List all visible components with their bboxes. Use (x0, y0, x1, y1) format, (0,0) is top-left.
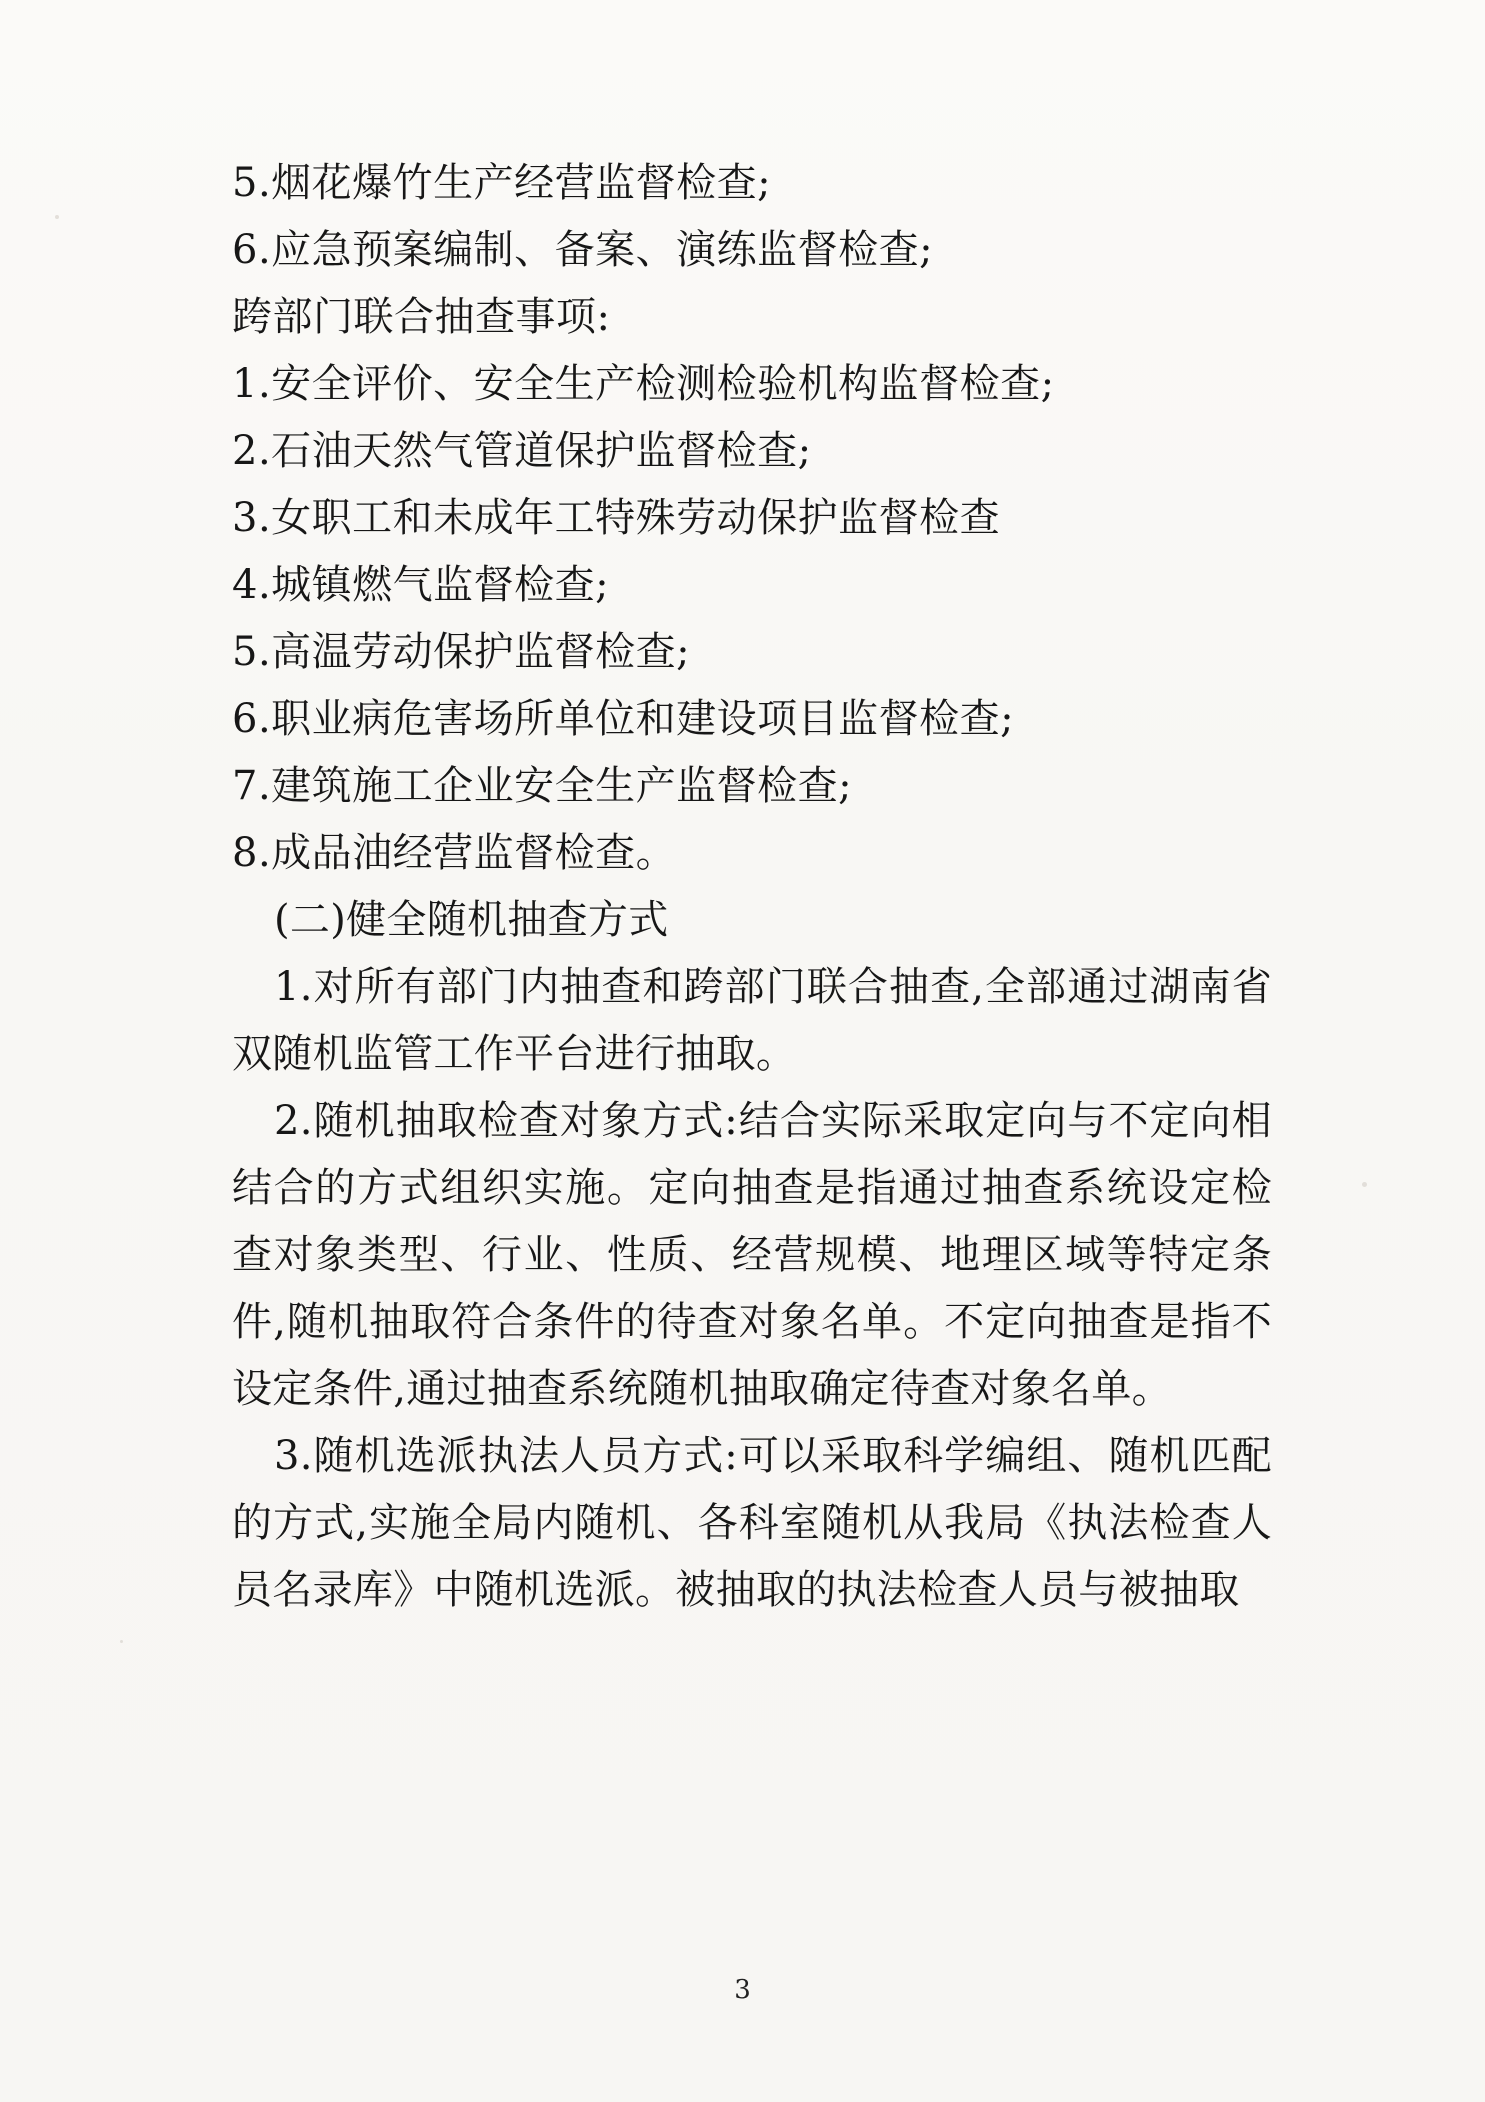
paragraph: 2.随机抽取检查对象方式:结合实际采取定向与不定向相结合的方式组织实施。定向抽查是指通过抽查系统设定检查对象类型、行业、性质、经营规模、地理区域等特定条件,随机抽取符合条件的待查对象名单。不定向抽查是指不设定条件,通过抽查系统随机抽取确定待查对象名单。 (232, 1098, 1272, 1412)
paragraph: 1.对所有部门内抽查和跨部门联合抽查,全部通过湖南省双随机监管工作平台进行抽取。 (232, 964, 1272, 1077)
list-item: 6.应急预案编制、备案、演练监督检查; (232, 227, 934, 273)
paragraph: 3.随机选派执法人员方式:可以采取科学编组、随机匹配的方式,实施全局内随机、各科室随机从我局《执法检查人员名录库》中随机选派。被抽取的执法检查人员与被抽取 (232, 1433, 1272, 1613)
list-item: 2.石油天然气管道保护监督检查; (232, 428, 812, 474)
list-item: 3.女职工和未成年工特殊劳动保护监督检查 (232, 495, 1001, 541)
paper-speck (120, 1640, 123, 1643)
paper-speck (1362, 1182, 1367, 1187)
section-heading: (二)健全随机抽查方式 (274, 897, 669, 943)
list-item: 5.烟花爆竹生产经营监督检查; (232, 160, 772, 206)
list-item: 8.成品油经营监督检查。 (232, 830, 677, 876)
list-item: 1.安全评价、安全生产检测检验机构监督检查; (232, 361, 1055, 407)
page-number: 3 (734, 1975, 751, 2005)
document-body (232, 150, 1272, 1624)
list-item: 4.城镇燃气监督检查; (232, 562, 610, 608)
list-item: 5.高温劳动保护监督检查; (232, 629, 691, 675)
list-item: 6.职业病危害场所单位和建设项目监督检查; (232, 696, 1015, 742)
list-subheading: 跨部门联合抽查事项: (232, 294, 611, 340)
paper-speck (55, 215, 59, 219)
list-item: 7.建筑施工企业安全生产监督检查; (232, 763, 853, 809)
